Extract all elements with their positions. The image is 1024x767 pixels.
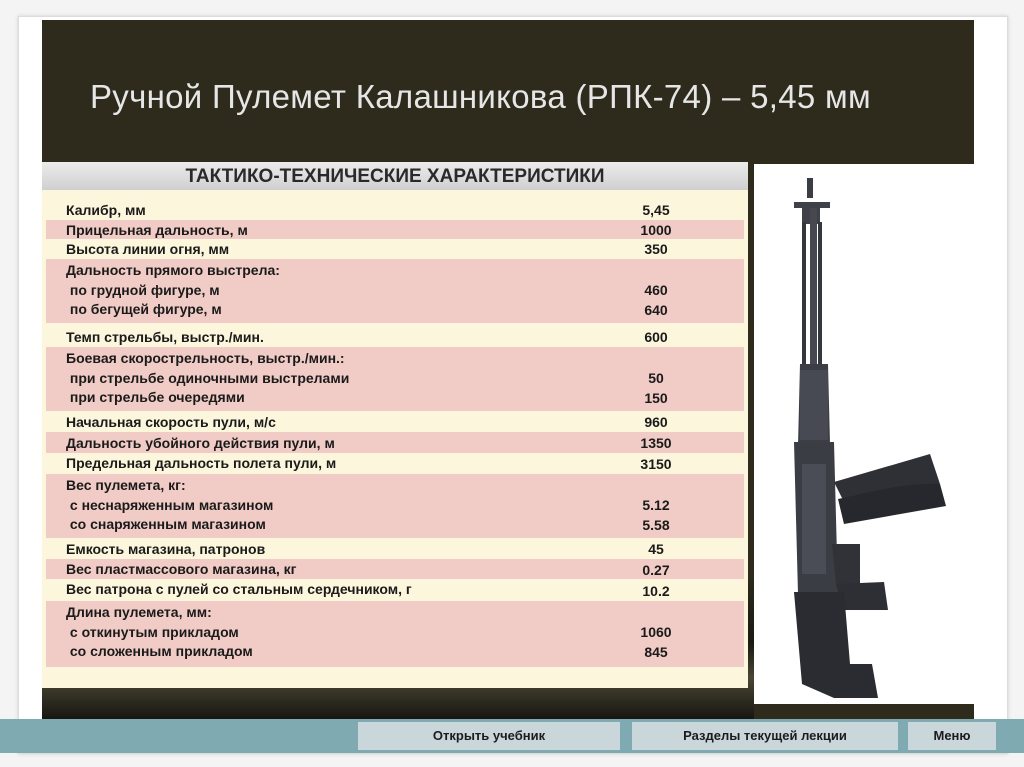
spec-value: 350 [644, 241, 668, 257]
spec-value: 1060 845 [640, 624, 672, 660]
spec-value: 460 640 [644, 282, 668, 318]
slide [42, 20, 974, 720]
menu-button[interactable]: Меню [908, 722, 996, 750]
spec-label: Емкость магазина, патронов [66, 541, 266, 557]
spec-label: Дальность прямого выстрела: по грудной фигуре, м по бегущей фигуре, м [66, 262, 280, 317]
spec-label: Длина пулемета, мм: с откинутым прикладом со сложенным прикладом [66, 604, 253, 659]
spec-row [46, 259, 744, 323]
spec-label: Дальность убойного действия пули, м [66, 435, 335, 451]
spec-value: 600 [644, 329, 668, 345]
spec-row [46, 220, 744, 239]
spec-row [46, 325, 744, 347]
spec-row [46, 559, 744, 579]
spec-row [46, 474, 744, 538]
specs-table [42, 162, 748, 688]
spec-label: Калибр, мм [66, 202, 146, 218]
spec-value: 50 150 [644, 370, 668, 406]
spec-row [46, 239, 744, 259]
spec-value: 5,45 [642, 202, 670, 218]
spec-value: 0.27 [642, 562, 670, 578]
rpk74-image [754, 164, 974, 704]
spec-value: 1000 [640, 222, 672, 238]
specs-table-heading: ТАКТИКО-ТЕХНИЧЕСКИЕ ХАРАКТЕРИСТИКИ [42, 162, 748, 190]
spec-label: Начальная скорость пули, м/с [66, 414, 276, 430]
spec-label: Вес пулемета, кг: с неснаряженным магазином со снаряженным магазином [66, 477, 274, 532]
spec-row [46, 579, 744, 601]
spec-label: Вес патрона с пулей со стальным сердечником, г [66, 581, 412, 597]
spec-value: 10.2 [642, 583, 670, 599]
lecture-sections-button[interactable]: Разделы текущей лекции [632, 722, 898, 750]
spec-row [46, 453, 744, 474]
spec-value: 3150 [640, 456, 672, 472]
rpk74-photo [754, 164, 974, 704]
spec-label: Прицельная дальность, м [66, 222, 248, 238]
spec-value: 5.12 5.58 [642, 497, 670, 533]
spec-row [46, 601, 744, 667]
slide-title: Ручной Пулемет Калашникова (РПК-74) – 5,45 мм [90, 78, 871, 115]
open-textbook-button[interactable]: Открыть учебник [358, 722, 620, 750]
spec-label: Темп стрельбы, выстр./мин. [66, 329, 264, 345]
spec-label: Боевая скорострельность, выстр./мин.: при стрельбе одиночными выстрелами при стрельбе очередями [66, 350, 350, 405]
spec-row [46, 432, 744, 453]
spec-row [46, 538, 744, 559]
spec-value: 960 [644, 414, 668, 430]
spec-label: Высота линии огня, мм [66, 241, 230, 257]
spec-label: Вес пластмассового магазина, кг [66, 561, 297, 577]
spec-label: Предельная дальность полета пули, м [66, 455, 337, 471]
spec-value: 45 [648, 541, 664, 557]
spec-value: 1350 [640, 435, 672, 451]
spec-row [46, 411, 744, 432]
spec-row [46, 347, 744, 411]
spec-row [46, 200, 744, 220]
